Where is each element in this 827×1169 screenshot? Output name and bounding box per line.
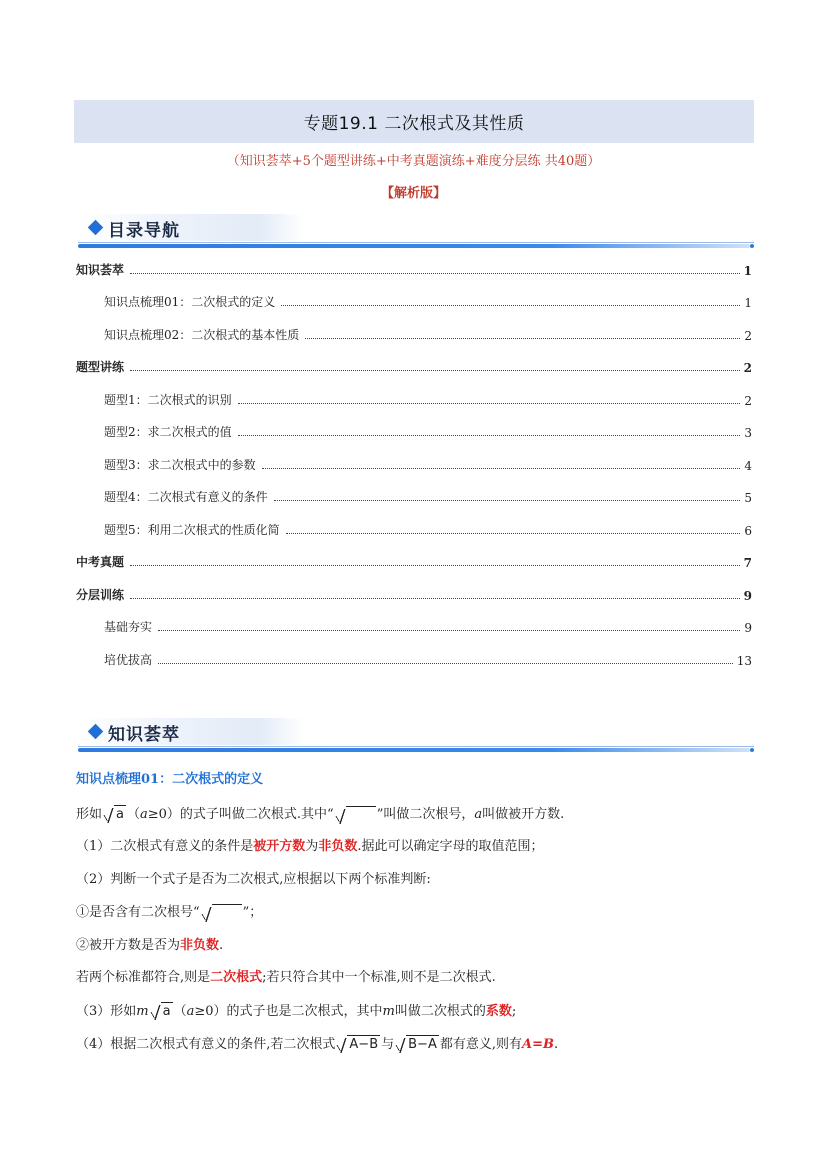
condition-paragraph: （1）二次根式有意义的条件是被开方数为非负数.据此可以确定字母的取值范围； — [76, 839, 544, 854]
radical-sign: a — [103, 805, 126, 824]
toc-heading: 目录导航 — [108, 221, 180, 241]
version-label: 【解析版】 — [380, 186, 446, 201]
radical-sign — [201, 904, 242, 922]
toc-section-header — [74, 214, 754, 248]
knowledge-heading: 知识荟萃 — [108, 725, 180, 745]
radical-sign: B−A — [395, 1035, 439, 1054]
radical-sign: A−B — [336, 1035, 380, 1054]
toc-item[interactable]: 题型3：求二次根式中的参数 4 — [104, 458, 752, 473]
conclusion-paragraph: 若两个标准都符合,则是二次根式;若只符合其中一个标准,则不是二次根式. — [76, 970, 496, 985]
definition-paragraph: 形如 a （a≥0）的式子叫做二次根式.其中“ ”叫做二次根号，a叫做被开方数. — [76, 807, 565, 822]
document-title-bar — [74, 100, 754, 143]
radical-sign: a — [150, 1002, 173, 1021]
document-subtitle: （知识荟萃+5个题型讲练+中考真题演练+难度分层练 共40题） — [226, 154, 601, 169]
toc-item[interactable]: 题型1：二次根式的识别 2 — [104, 393, 752, 408]
criterion-1: ①是否含有二次根号“ ”； — [76, 905, 263, 920]
toc-item[interactable]: 知识点梳理01：二次根式的定义 1 — [104, 295, 752, 310]
toc-item[interactable]: 基础夯实 9 — [104, 620, 752, 635]
toc-item[interactable]: 培优拔高 13 — [104, 653, 752, 668]
knowledge-section-header — [74, 718, 754, 752]
document-title: 专题19.1 二次根式及其性质 — [303, 114, 525, 134]
toc-item[interactable]: 知识点梳理02：二次根式的基本性质 2 — [104, 328, 752, 343]
toc-item[interactable]: 中考真题 7 — [76, 555, 752, 570]
toc-item[interactable]: 题型5：利用二次根式的性质化简 6 — [104, 523, 752, 538]
toc-item[interactable]: 题型4：二次根式有意义的条件 5 — [104, 490, 752, 505]
radical-sign — [335, 806, 376, 824]
toc-item[interactable]: 题型2：求二次根式的值 3 — [104, 425, 752, 440]
toc-item[interactable]: 题型讲练 2 — [76, 360, 752, 375]
knowledge-point-title: 知识点梳理01：二次根式的定义 — [76, 772, 264, 787]
toc-item[interactable]: 分层训练 9 — [76, 588, 752, 603]
coefficient-paragraph: （3）形如m a （a≥0）的式子也是二次根式，其中m叫做二次根式的系数; — [76, 1004, 517, 1019]
equality-paragraph: （4）根据二次根式有意义的条件,若二次根式 A−B 与 B−A 都有意义,则有A=B. — [76, 1037, 559, 1052]
criterion-2: ②被开方数是否为非负数. — [76, 938, 224, 953]
toc-item[interactable]: 知识荟萃 1 — [76, 263, 752, 278]
criteria-paragraph: （2）判断一个式子是否为二次根式,应根据以下两个标准判断: — [76, 872, 431, 887]
